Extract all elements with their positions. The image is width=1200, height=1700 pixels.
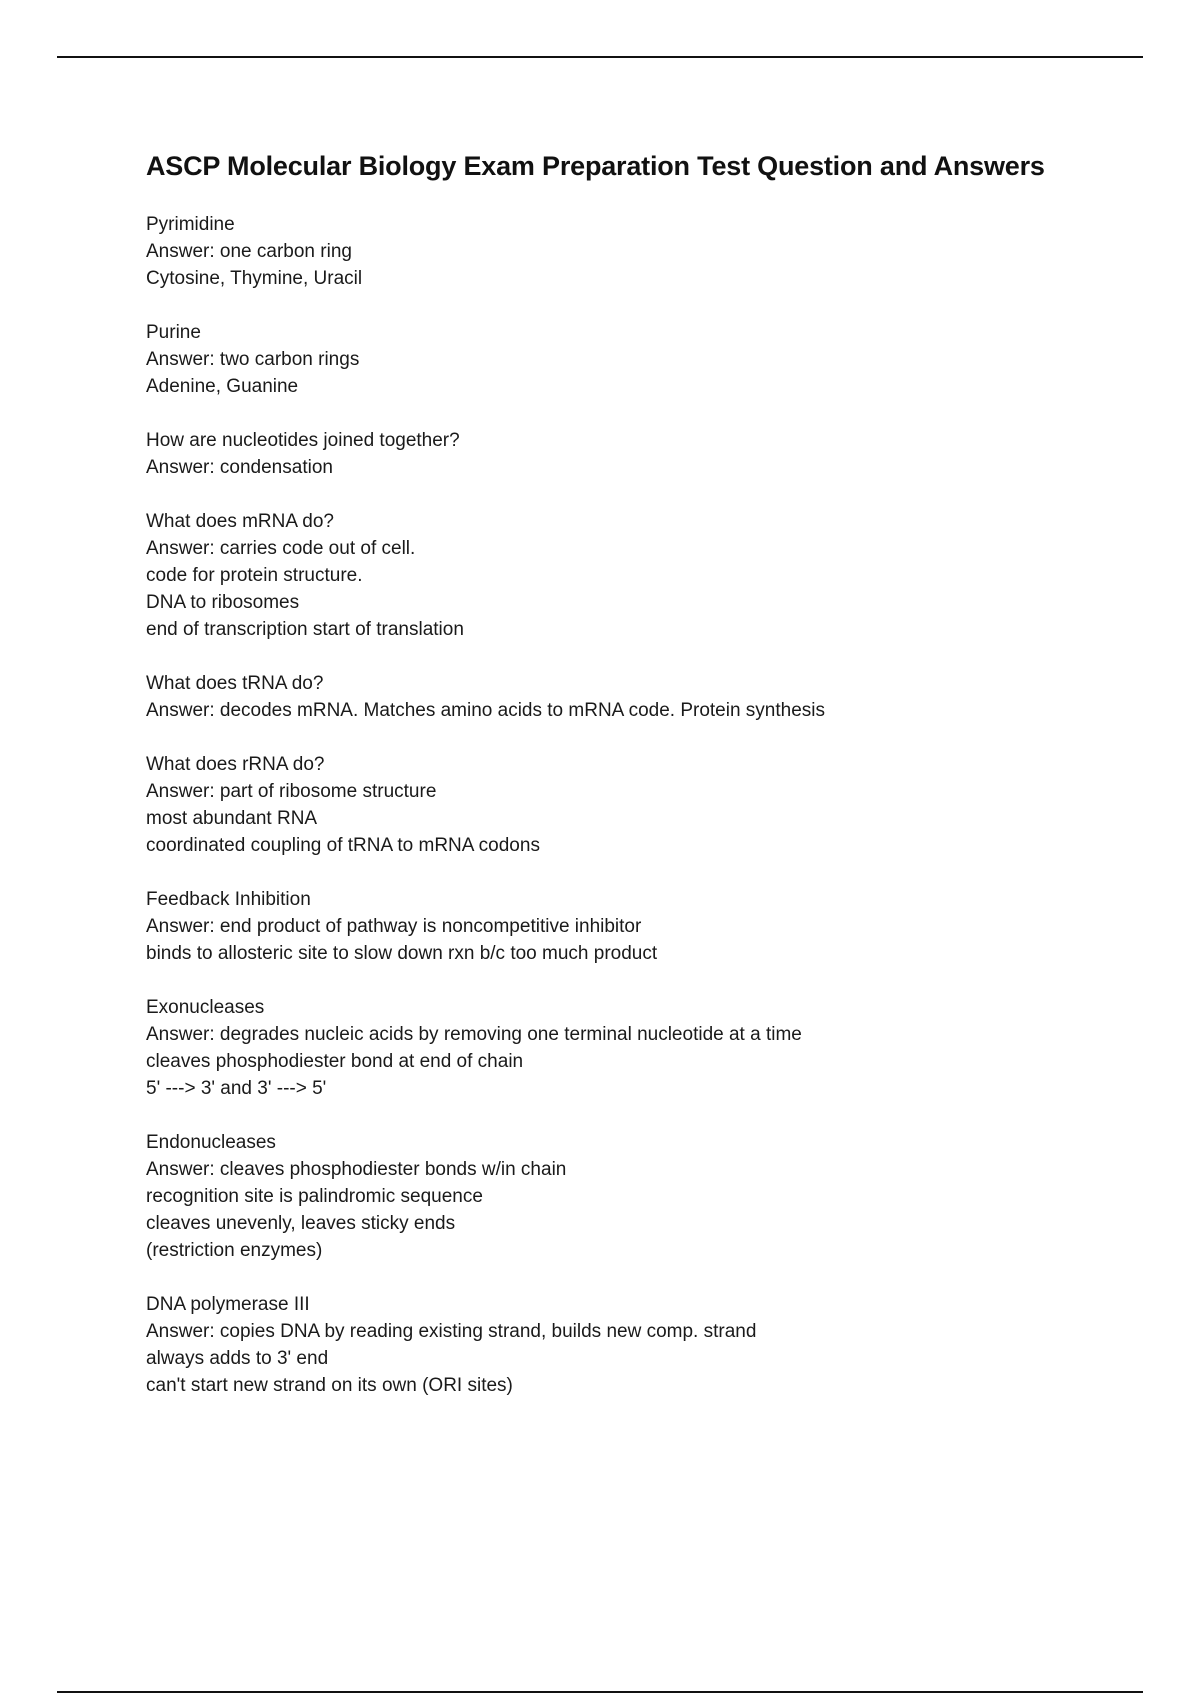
question-text: What does rRNA do? [146,754,325,775]
answer-text: Answer: two carbon rings [146,349,360,370]
question-text: Feedback Inhibition [146,889,311,910]
question-text: What does mRNA do? [146,511,334,532]
answer-detail-line: (restriction enzymes) [146,1240,323,1261]
qa-item [146,508,1136,643]
answer-text: Answer: copies DNA by reading existing strand, builds new comp. strand [146,1321,757,1342]
answer-detail-line: most abundant RNA [146,808,318,829]
qa-item [146,886,1136,967]
document-title: ASCP Molecular Biology Exam Preparation Test Question and Answers [146,151,1045,181]
answer-detail-line: 5' ---> 3' and 3' ---> 5' [146,1078,327,1099]
answer-detail-line: end of transcription start of translation [146,619,464,640]
qa-item [146,994,1136,1102]
answer-detail-line: recognition site is palindromic sequence [146,1186,483,1207]
question-text: Pyrimidine [146,214,235,235]
answer-text: Answer: cleaves phosphodiester bonds w/in chain [146,1159,567,1180]
qa-item [146,1291,1136,1399]
answer-text: Answer: one carbon ring [146,241,352,262]
answer-text: Answer: part of ribosome structure [146,781,437,802]
answer-detail-line: always adds to 3' end [146,1348,329,1369]
top-rule [57,56,1143,58]
question-text: How are nucleotides joined together? [146,430,460,451]
answer-detail-line: binds to allosteric site to slow down rxn b/c too much product [146,943,658,964]
qa-item [146,427,1136,481]
qa-item [146,211,1136,292]
answer-text: Answer: condensation [146,457,333,478]
answer-detail-line: Adenine, Guanine [146,376,299,397]
qa-item [146,670,1136,724]
question-text: DNA polymerase III [146,1294,310,1315]
qa-item [146,751,1136,859]
answer-detail-line: DNA to ribosomes [146,592,300,613]
answer-text: Answer: carries code out of cell. [146,538,416,559]
question-text: What does tRNA do? [146,673,324,694]
answer-text: Answer: degrades nucleic acids by removing one terminal nucleotide at a time [146,1024,802,1045]
answer-detail-line: code for protein structure. [146,565,363,586]
answer-detail-line: cleaves phosphodiester bond at end of chain [146,1051,524,1072]
answer-detail-line: cleaves unevenly, leaves sticky ends [146,1213,456,1234]
qa-item [146,319,1136,400]
document-body [146,146,1136,1426]
answer-text: Answer: end product of pathway is noncompetitive inhibitor [146,916,642,937]
answer-text: Answer: decodes mRNA. Matches amino acids to mRNA code. Protein synthesis [146,700,826,721]
question-text: Exonucleases [146,997,265,1018]
answer-detail-line: coordinated coupling of tRNA to mRNA codons [146,835,540,856]
answer-detail-line: can't start new strand on its own (ORI sites) [146,1375,513,1396]
question-text: Endonucleases [146,1132,276,1153]
question-text: Purine [146,322,201,343]
bottom-rule [57,1691,1143,1693]
qa-list [146,211,1136,1399]
answer-detail-line: Cytosine, Thymine, Uracil [146,268,363,289]
qa-item [146,1129,1136,1264]
